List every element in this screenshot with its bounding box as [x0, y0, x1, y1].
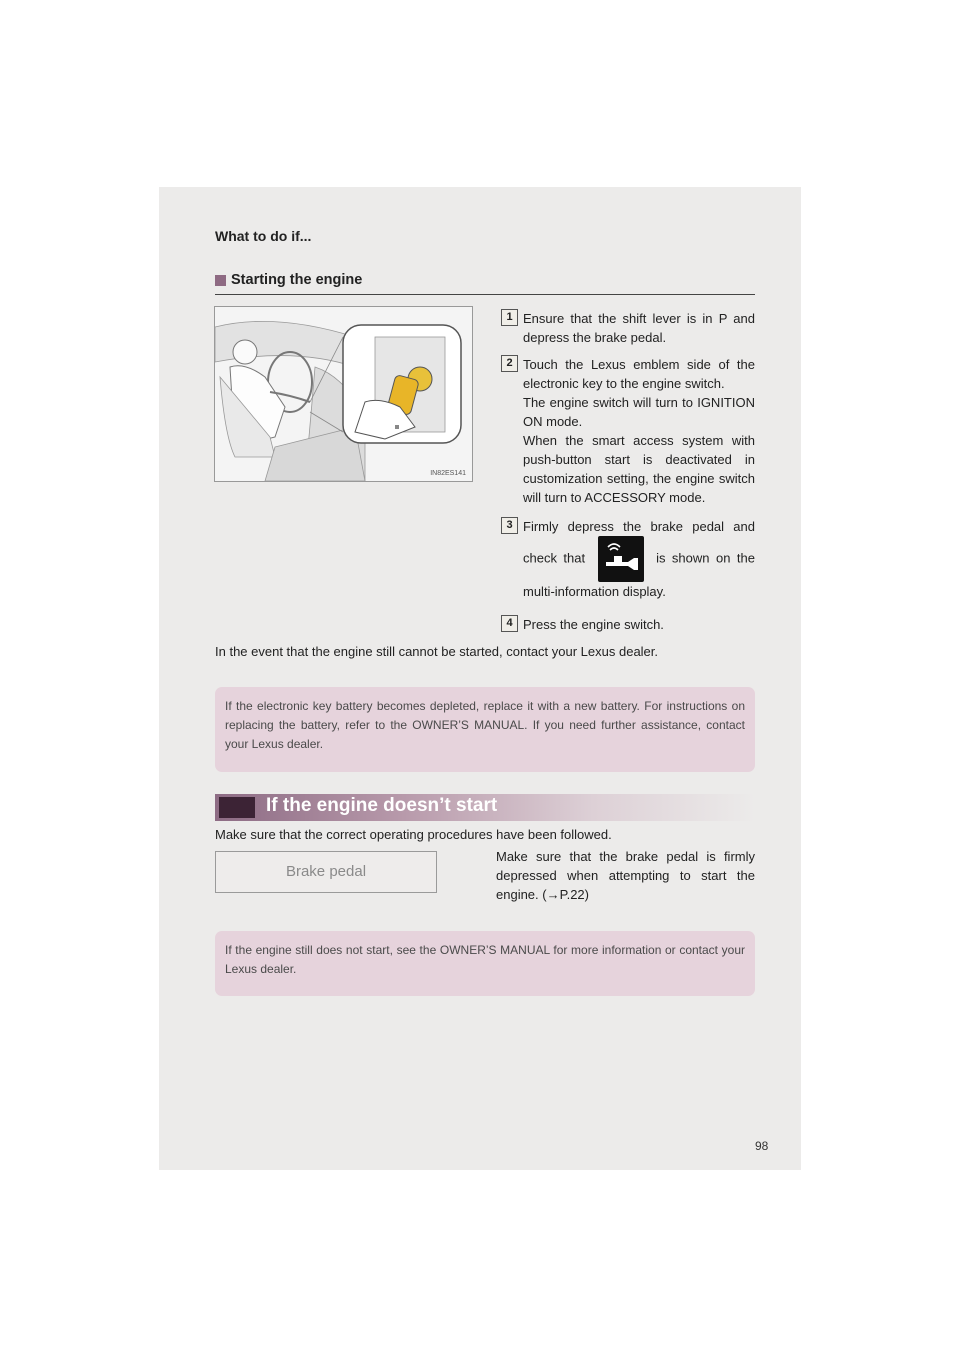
- battery-note: If the electronic key battery becomes depleted, replace it with a new battery. For instructions on replacing the battery, refer to the OWNER’S MANUAL. If you need further assistance, contact your Lexus dealer.: [215, 687, 755, 772]
- step-number-3: 3: [501, 517, 518, 534]
- page-number: 98: [755, 1139, 769, 1153]
- section-title: If the engine doesn’t start: [266, 795, 498, 816]
- square-bullet-icon: [215, 275, 226, 286]
- intro-text: Make sure that the correct operating procedures have been followed.: [215, 827, 612, 842]
- section-label: What to do if...: [215, 228, 312, 244]
- step-3-after: is shown on the multi-information display.: [523, 550, 755, 599]
- brake-pedal-text: Make sure that the brake pedal is firmly depressed when attempting to start the engine. (→P.22): [496, 849, 755, 902]
- still-not-start-note: If the engine still does not start, see the OWNER’S MANUAL for more information or contact your Lexus dealer.: [215, 931, 755, 996]
- step-2-ignition-note: The engine switch will turn to IGNITION ON mode.: [523, 395, 755, 429]
- step-4-text: Press the engine switch.: [523, 617, 664, 632]
- step-2-text: [523, 355, 755, 507]
- key-on-brake-icon: [598, 536, 644, 582]
- step-2-accessory-note: When the smart access system with push-button start is deactivated in customization setting, the engine switch will turn to ACCESSORY mode.: [523, 433, 755, 505]
- driver-touching-key-illustration: [215, 307, 472, 481]
- step-number-2: 2: [501, 355, 518, 372]
- step-2-main: Touch the Lexus emblem side of the electronic key to the engine switch.: [523, 357, 755, 391]
- engine-switch-illustration: [214, 306, 473, 482]
- step-3-before: Firmly depress the brake pedal and check that: [523, 519, 755, 566]
- subheading: [215, 272, 755, 295]
- band-accent-block: [219, 797, 255, 818]
- step-3-text: [523, 517, 755, 601]
- section-title-band: [215, 794, 755, 821]
- dealer-text: In the event that the engine still cannot be started, contact your Lexus dealer.: [215, 644, 659, 659]
- step-number-1: 1: [501, 309, 518, 326]
- illustration-code: IN82ES141: [430, 470, 466, 477]
- subheading-text: Starting the engine: [231, 272, 363, 288]
- step-1-text: Ensure that the shift lever is in P and depress the brake pedal.: [523, 311, 755, 345]
- brake-pedal-label: Brake pedal: [215, 851, 437, 893]
- step-number-4: 4: [501, 615, 518, 632]
